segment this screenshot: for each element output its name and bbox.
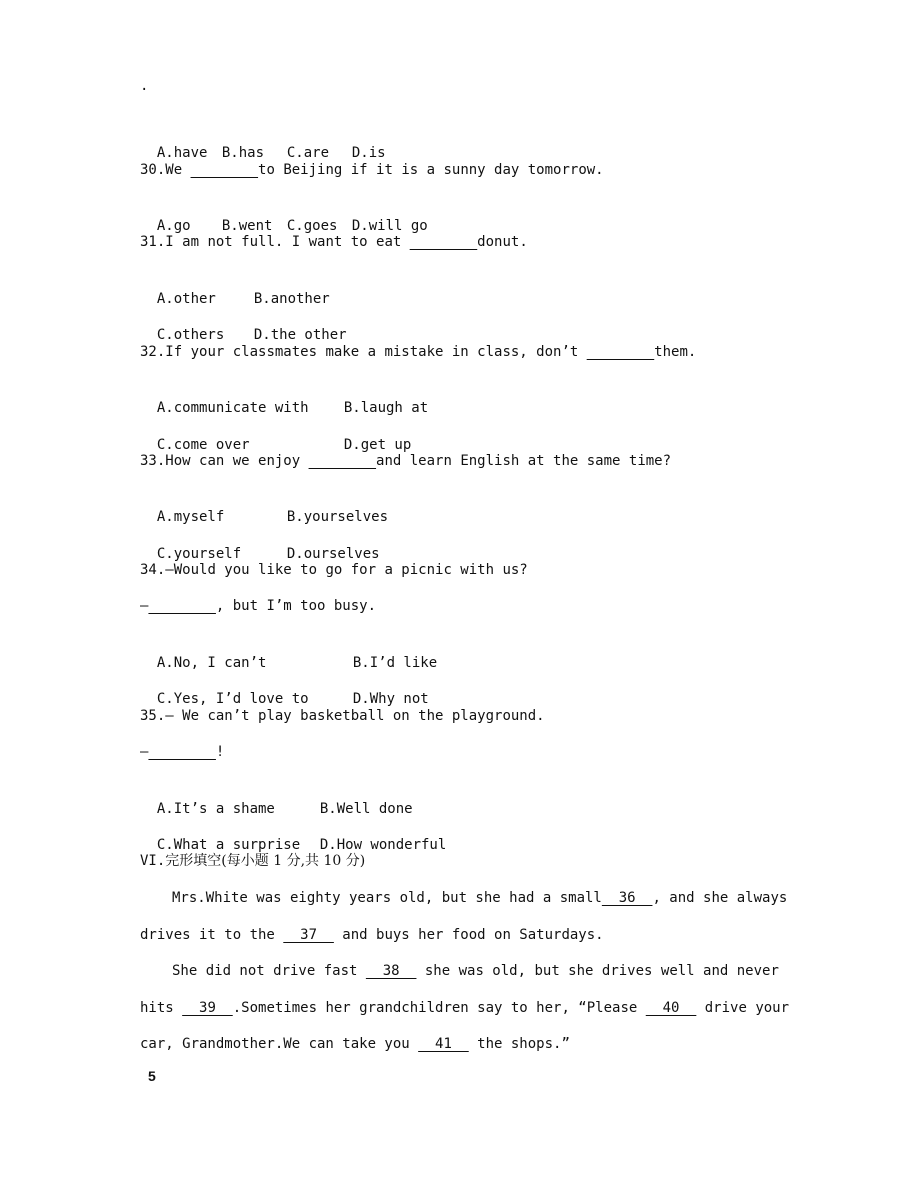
q32-options-row2: [140, 415, 412, 453]
passage-line-3: [172, 961, 779, 981]
q29-option-c: C.are: [286, 145, 330, 161]
q34-options-row2: [140, 669, 429, 707]
question-number: 34.: [140, 562, 166, 578]
question-stem-end: and learn English at the same time?: [376, 453, 672, 469]
question-stem: I am not full. I want to eat: [165, 234, 410, 250]
answer-blank: ________: [409, 234, 478, 250]
q30-option-c: C.goes: [286, 218, 338, 234]
section-number: VI.: [140, 853, 166, 869]
passage-text: and buys her food on Saturdays.: [333, 927, 604, 943]
passage-text: drives it to the: [140, 927, 284, 943]
q29-options: [140, 123, 386, 161]
q34-option-c: C.Yes, I’d love to: [156, 691, 309, 707]
passage-text: , and she always: [652, 890, 788, 906]
blank-40: 40: [645, 1000, 697, 1016]
q33-option-c: C.yourself: [156, 546, 242, 562]
q35-option-d: D.How wonderful: [319, 837, 447, 853]
q33-option-b: B.yourselves: [286, 509, 389, 525]
dialogue-line-1: —Would you like to go for a picnic with us?: [165, 562, 528, 578]
question-number: 32.: [140, 344, 166, 360]
blank-38: 38: [365, 963, 417, 979]
q32-option-b: B.laugh at: [343, 400, 429, 416]
q31-option-c: C.others: [156, 327, 225, 343]
q31-options-row1: [140, 269, 330, 307]
section-title: 完形填空(每小题 1 分,共 10 分): [165, 853, 366, 869]
question-35: [140, 706, 545, 726]
passage-text: the shops.”: [468, 1036, 570, 1052]
q29-option-b: B.has: [221, 145, 265, 161]
q35-option-a: A.It’s a shame: [156, 801, 275, 817]
passage-text: .Sometimes her grandchildren say to her, “Please: [232, 1000, 646, 1016]
passage-line-4: [140, 998, 789, 1018]
blank-39: 39: [182, 1000, 233, 1016]
answer-blank: ________: [148, 598, 216, 614]
blank-41: 41: [418, 1036, 469, 1052]
top-mark: .: [140, 78, 149, 94]
dialogue-line-1: — We can’t play basketball on the playground.: [165, 708, 545, 724]
answer-blank: ________: [190, 162, 259, 178]
passage-line-2: [140, 925, 604, 945]
q33-options-row1: [140, 487, 389, 525]
q30-option-b: B.went: [221, 218, 273, 234]
passage-text: hits: [140, 1000, 183, 1016]
dialogue-line-2: , but I’m too busy.: [215, 598, 377, 614]
q35-option-c: C.What a surprise: [156, 837, 301, 853]
passage-line-5: [140, 1034, 570, 1054]
question-number: 30.: [140, 162, 166, 178]
question-stem-end: them.: [654, 344, 697, 360]
q33-options-row2: [140, 524, 380, 562]
q32-options-row1: [140, 378, 429, 416]
question-31: [140, 232, 528, 252]
passage-text: Mrs.White was eighty years old, but she had a small: [172, 890, 602, 906]
q34-option-a: A.No, I can’t: [156, 655, 267, 671]
q35-option-b: B.Well done: [319, 801, 413, 817]
dialogue-dash: —: [140, 598, 149, 614]
section-heading: [140, 851, 365, 871]
q32-option-d: D.get up: [343, 437, 412, 453]
dialogue-line-2: !: [215, 744, 225, 760]
question-33: [140, 451, 671, 471]
passage-text: She did not drive fast: [172, 963, 366, 979]
question-34: [140, 560, 528, 580]
answer-blank: ________: [148, 744, 216, 760]
q30-option-a: A.go: [156, 218, 191, 234]
q34-options-row1: [140, 633, 438, 671]
q30-options: [140, 196, 428, 234]
q35-options-row2: [140, 815, 447, 853]
question-32: [140, 342, 696, 362]
q33-option-d: D.ourselves: [286, 546, 380, 562]
passage-text: she was old, but she drives well and never: [416, 963, 779, 979]
q33-option-a: A.myself: [156, 509, 225, 525]
question-number: 35.: [140, 708, 166, 724]
q30-option-d: D.will go: [351, 218, 428, 234]
question-stem-end: donut.: [477, 234, 528, 250]
question-number: 33.: [140, 453, 166, 469]
question-35-reply: [140, 742, 224, 762]
passage-line-1: [172, 888, 787, 908]
q31-options-row2: [140, 305, 347, 343]
q32-option-a: A.communicate with: [156, 400, 309, 416]
question-stem: If your classmates make a mistake in class, don’t: [165, 344, 587, 360]
q31-option-d: D.the other: [253, 327, 347, 343]
passage-text: drive your: [696, 1000, 790, 1016]
blank-36: 36: [601, 890, 653, 906]
q29-option-a: A.have: [156, 145, 208, 161]
q35-options-row1: [140, 779, 413, 817]
page-number: 5: [148, 1068, 156, 1084]
blank-37: 37: [283, 927, 334, 943]
question-30: [140, 160, 604, 180]
q29-option-d: D.is: [351, 145, 386, 161]
dialogue-dash: —: [140, 744, 149, 760]
q32-option-c: C.come over: [156, 437, 250, 453]
q31-option-a: A.other: [156, 291, 216, 307]
question-number: 31.: [140, 234, 166, 250]
passage-text: car, Grandmother.We can take you: [140, 1036, 419, 1052]
question-34-reply: [140, 596, 376, 616]
q31-option-b: B.another: [253, 291, 330, 307]
question-stem: We: [165, 162, 191, 178]
question-stem-end: to Beijing if it is a sunny day tomorrow.: [258, 162, 604, 178]
q34-option-b: B.I’d like: [352, 655, 438, 671]
answer-blank: ________: [586, 344, 655, 360]
question-stem: How can we enjoy: [165, 453, 309, 469]
answer-blank: ________: [308, 453, 377, 469]
q34-option-d: D.Why not: [352, 691, 429, 707]
